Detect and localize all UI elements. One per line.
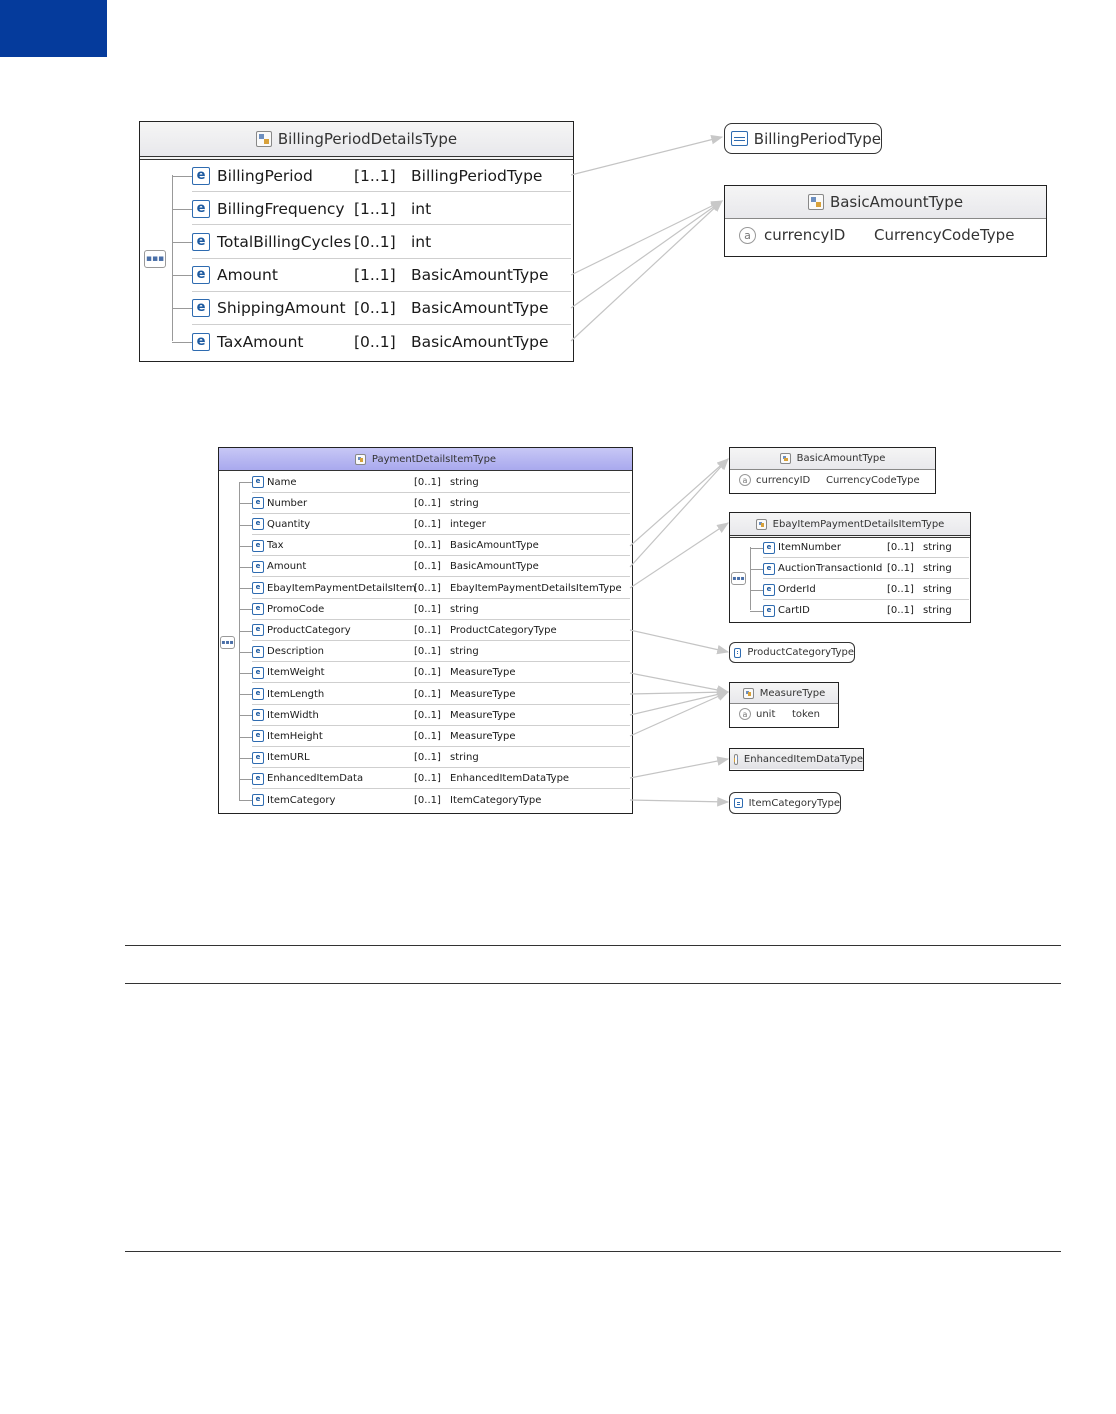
element-name: BillingPeriod bbox=[217, 166, 313, 185]
element-icon: e bbox=[192, 200, 210, 218]
element-type: int bbox=[411, 199, 432, 218]
element-type: EnhancedItemDataType bbox=[450, 773, 570, 785]
element-type: ItemCategoryType bbox=[450, 794, 542, 806]
element-name: Quantity bbox=[267, 518, 311, 530]
element-name: ItemWidth bbox=[267, 709, 319, 721]
element-cardinality: [1..1] bbox=[354, 266, 396, 285]
element-name: TaxAmount bbox=[217, 332, 304, 351]
element-type: string bbox=[450, 752, 479, 764]
element-icon: e bbox=[192, 266, 210, 284]
sequence-compositor-icon: ▪▪▪ bbox=[731, 572, 746, 585]
element-cardinality: [0..1] bbox=[414, 518, 441, 530]
element-icon: e bbox=[252, 667, 264, 679]
type-title: BasicAmountType bbox=[796, 453, 886, 464]
horizontal-rule bbox=[125, 983, 1061, 984]
element-type: EbayItemPaymentDetailsItemType bbox=[450, 582, 622, 594]
element-name: EnhancedItemData bbox=[267, 773, 364, 785]
element-type: string bbox=[450, 497, 479, 509]
element-type: BasicAmountType bbox=[450, 540, 539, 552]
element-type: string bbox=[450, 646, 479, 658]
connector-product-category bbox=[630, 630, 728, 652]
element-cardinality: [0..1] bbox=[414, 773, 441, 785]
connector-item-height bbox=[630, 692, 728, 736]
element-icon: e bbox=[763, 542, 775, 554]
element-icon: e bbox=[763, 563, 775, 575]
element-icon: e bbox=[252, 688, 264, 700]
element-cardinality: [0..1] bbox=[414, 540, 441, 552]
attribute-name: unit bbox=[756, 708, 776, 720]
element-cardinality: [0..1] bbox=[887, 584, 914, 595]
element-icon: e bbox=[252, 476, 264, 488]
element-name: ItemWeight bbox=[267, 667, 325, 679]
connector-item-weight bbox=[630, 673, 728, 692]
element-name: AuctionTransactionId bbox=[778, 563, 883, 574]
element-cardinality: [0..1] bbox=[887, 563, 914, 574]
element-type: MeasureType bbox=[450, 667, 516, 679]
connector-shipping-amount bbox=[571, 201, 722, 308]
connector-amount-2 bbox=[630, 459, 728, 567]
type-label: BillingPeriodType bbox=[753, 129, 881, 148]
element-type: BasicAmountType bbox=[411, 332, 549, 351]
element-name: ShippingAmount bbox=[217, 299, 346, 318]
element-icon: e bbox=[252, 540, 264, 552]
element-type: string bbox=[923, 584, 952, 595]
element-icon: e bbox=[192, 299, 210, 317]
element-icon: e bbox=[192, 333, 210, 351]
element-cardinality: [0..1] bbox=[414, 794, 441, 806]
element-cardinality: [0..1] bbox=[414, 476, 441, 488]
element-cardinality: [0..1] bbox=[414, 646, 441, 658]
attribute-type: CurrencyCodeType bbox=[874, 226, 1015, 244]
element-cardinality: [0..1] bbox=[354, 299, 396, 318]
element-icon: e bbox=[252, 646, 264, 658]
element-cardinality: [0..1] bbox=[414, 688, 441, 700]
connector-enhanced-item-data bbox=[630, 759, 728, 778]
element-name: OrderId bbox=[778, 584, 816, 595]
connector-amount bbox=[571, 201, 722, 275]
element-cardinality: [0..1] bbox=[414, 667, 441, 679]
element-type: int bbox=[411, 232, 432, 251]
element-icon: e bbox=[252, 582, 264, 594]
element-type: string bbox=[450, 603, 479, 615]
element-icon: e bbox=[252, 603, 264, 615]
element-type: ProductCategoryType bbox=[450, 624, 557, 636]
connector-item-category bbox=[630, 800, 728, 802]
element-type: integer bbox=[450, 518, 486, 530]
element-icon: e bbox=[192, 233, 210, 251]
element-name: Number bbox=[267, 497, 308, 509]
element-icon: e bbox=[252, 794, 264, 806]
type-label: ItemCategoryType bbox=[748, 797, 840, 809]
type-title: MeasureType bbox=[759, 687, 826, 699]
horizontal-rule bbox=[125, 1251, 1061, 1252]
element-icon: e bbox=[252, 497, 264, 509]
element-name: ItemCategory bbox=[267, 794, 336, 806]
element-cardinality: [0..1] bbox=[354, 232, 396, 251]
element-cardinality: [0..1] bbox=[414, 582, 441, 594]
attribute-icon: a bbox=[739, 708, 751, 720]
connector-item-width bbox=[630, 692, 728, 715]
attribute-name: currencyID bbox=[764, 226, 846, 244]
attribute-icon: a bbox=[739, 474, 751, 486]
horizontal-rule bbox=[125, 945, 1061, 946]
element-type: MeasureType bbox=[450, 709, 516, 721]
element-name: PromoCode bbox=[267, 603, 325, 615]
connector-item-length bbox=[630, 692, 728, 694]
element-icon: e bbox=[252, 730, 264, 742]
type-title: BillingPeriodDetailsType bbox=[277, 130, 458, 148]
element-name: ItemHeight bbox=[267, 730, 323, 742]
element-type: BasicAmountType bbox=[411, 299, 549, 318]
element-name: CartID bbox=[778, 605, 810, 616]
element-cardinality: [0..1] bbox=[414, 497, 441, 509]
type-title: EbayItemPaymentDetailsItemType bbox=[772, 518, 945, 530]
element-name: BillingFrequency bbox=[217, 199, 345, 218]
element-cardinality: [0..1] bbox=[354, 332, 396, 351]
sequence-compositor-icon: ▪▪▪ bbox=[220, 636, 235, 649]
element-type: string bbox=[923, 605, 952, 616]
element-name: Tax bbox=[267, 540, 284, 552]
element-name: Amount bbox=[267, 561, 307, 573]
element-name: Description bbox=[267, 646, 324, 658]
element-type: string bbox=[923, 542, 952, 553]
element-name: Name bbox=[267, 476, 297, 488]
element-cardinality: [1..1] bbox=[354, 199, 396, 218]
element-name: ItemLength bbox=[267, 688, 325, 700]
element-cardinality: [0..1] bbox=[414, 752, 441, 764]
sequence-compositor-icon: ▪▪▪ bbox=[144, 250, 166, 268]
element-name: ProductCategory bbox=[267, 624, 351, 636]
element-icon: e bbox=[252, 518, 264, 530]
element-name: EbayItemPaymentDetailsItem bbox=[267, 582, 416, 594]
attribute-name: currencyID bbox=[756, 474, 811, 486]
element-icon: e bbox=[252, 709, 264, 721]
element-type: string bbox=[923, 563, 952, 574]
element-type: BasicAmountType bbox=[411, 266, 549, 285]
element-type: BillingPeriodType bbox=[411, 166, 543, 185]
type-label: EnhancedItemDataType bbox=[743, 753, 863, 765]
element-name: TotalBillingCycles bbox=[217, 232, 352, 251]
element-cardinality: [0..1] bbox=[414, 709, 441, 721]
attribute-type: CurrencyCodeType bbox=[826, 474, 920, 486]
element-icon: e bbox=[252, 624, 264, 636]
type-title: PaymentDetailsItemType bbox=[371, 453, 497, 465]
element-cardinality: [0..1] bbox=[414, 561, 441, 573]
connector-billing-period bbox=[571, 137, 722, 175]
element-icon: e bbox=[763, 584, 775, 596]
type-label: ProductCategoryType bbox=[747, 647, 854, 658]
element-icon: e bbox=[252, 752, 264, 764]
element-name: Amount bbox=[217, 266, 278, 285]
element-cardinality: [0..1] bbox=[887, 542, 914, 553]
element-cardinality: [0..1] bbox=[887, 605, 914, 616]
element-cardinality: [0..1] bbox=[414, 603, 441, 615]
element-icon: e bbox=[763, 605, 775, 617]
type-title: BasicAmountType bbox=[829, 193, 964, 211]
connector-tax-amount bbox=[571, 201, 722, 341]
element-cardinality: [0..1] bbox=[414, 624, 441, 636]
element-cardinality: [1..1] bbox=[354, 166, 396, 185]
attribute-icon: a bbox=[739, 227, 756, 244]
element-icon: e bbox=[192, 167, 210, 185]
element-icon: e bbox=[252, 561, 264, 573]
element-icon: e bbox=[252, 773, 264, 785]
element-type: MeasureType bbox=[450, 688, 516, 700]
element-type: MeasureType bbox=[450, 730, 516, 742]
element-type: BasicAmountType bbox=[450, 561, 539, 573]
element-name: ItemNumber bbox=[778, 542, 841, 553]
element-type: string bbox=[450, 476, 479, 488]
element-cardinality: [0..1] bbox=[414, 730, 441, 742]
attribute-type: token bbox=[792, 708, 820, 720]
element-name: ItemURL bbox=[267, 752, 310, 764]
